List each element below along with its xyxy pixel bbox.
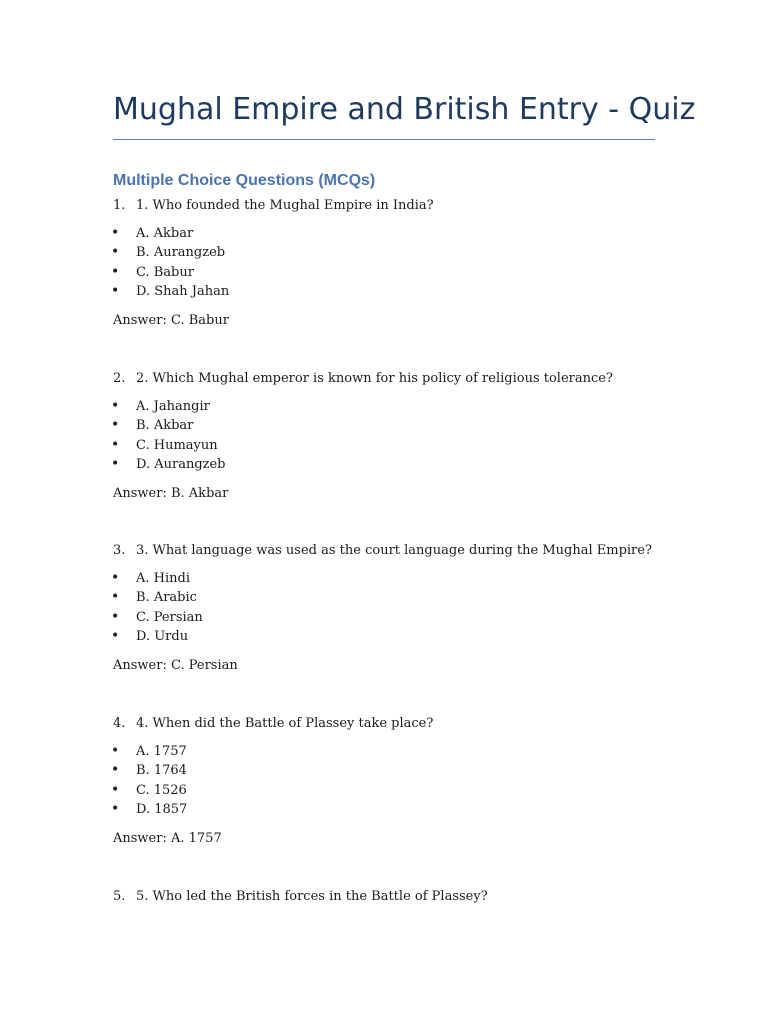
answer-text: Answer: B. Akbar [113,486,229,501]
bullet-icon: • [111,781,120,798]
question-text: 1. Who founded the Mughal Empire in India? [136,198,434,213]
bullet-icon: • [111,282,120,299]
bullet-icon: • [111,436,120,453]
option-text: C. Persian [136,609,203,625]
bullet-icon: • [111,762,120,779]
question-line [113,198,434,214]
option-text: C. Humayun [136,437,218,453]
option-text: A. Hindi [136,571,190,586]
option-text: B. Akbar [136,418,194,434]
answer-text: Answer: A. 1757 [113,831,222,846]
option-text: D. 1857 [136,801,188,817]
bullet-icon: • [111,455,120,472]
question-text: 2. Which Mughal emperor is known for his policy of religious tolerance? [136,371,613,386]
question-number: 2. [113,371,126,386]
question-line [113,716,433,732]
question-number: 3. [113,543,126,558]
question-line [113,889,488,905]
question-number: 5. [113,889,126,904]
option-text: A. Jahangir [136,399,210,414]
option-text: A. Akbar [136,226,194,241]
bullet-icon: • [111,225,120,241]
bullet-icon: • [111,627,120,644]
question-number: 1. [113,198,126,213]
title-underline [113,139,655,140]
answer-text: Answer: C. Babur [113,313,229,328]
bullet-icon: • [111,589,120,606]
option-text: B. Aurangzeb [136,245,226,261]
answer-text: Answer: C. Persian [113,658,238,673]
option-text: B. 1764 [136,763,187,779]
option-text: B. Arabic [136,590,197,606]
question-line [113,543,652,559]
bullet-icon: • [111,800,120,817]
bullet-icon: • [111,570,120,586]
bullet-icon: • [111,263,120,280]
bullet-icon: • [111,244,120,261]
bullet-icon: • [111,398,120,414]
question-line [113,371,613,387]
bullet-icon: • [111,743,120,759]
bullet-icon: • [111,608,120,625]
option-text: D. Shah Jahan [136,283,230,299]
question-text: 5. Who led the British forces in the Battle of Plassey? [136,889,488,904]
document-title: Mughal Empire and British Entry - Quiz [113,92,696,127]
question-number: 4. [113,716,126,731]
option-text: A. 1757 [136,744,187,759]
question-text: 3. What language was used as the court language during the Mughal Empire? [136,543,652,558]
section-heading: Multiple Choice Questions (MCQs) [113,172,376,189]
question-text: 4. When did the Battle of Plassey take place? [136,716,434,731]
option-text: C. Babur [136,264,194,280]
bullet-icon: • [111,417,120,434]
option-text: C. 1526 [136,782,187,798]
option-text: D. Urdu [136,628,189,644]
option-text: D. Aurangzeb [136,456,226,472]
